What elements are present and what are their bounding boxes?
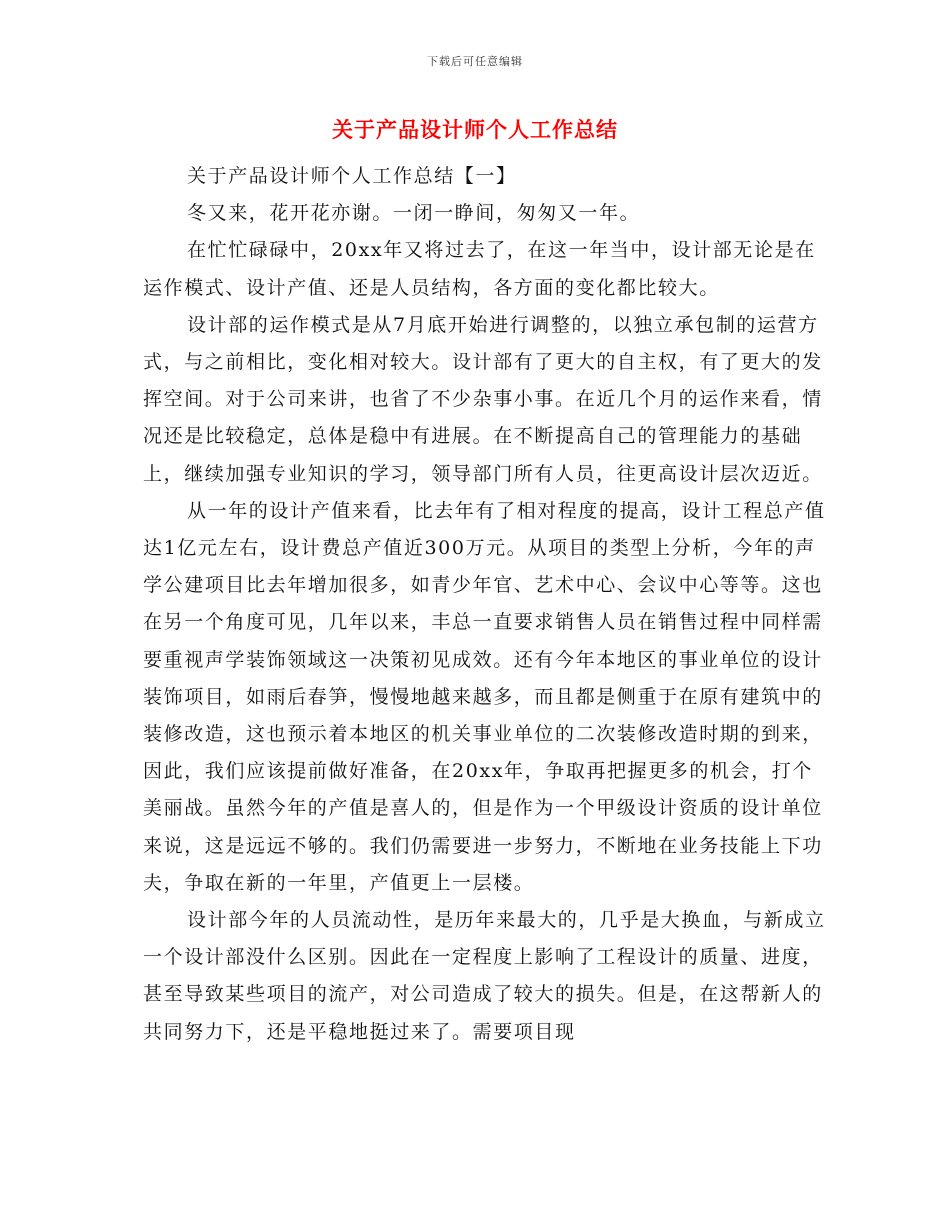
paragraph-1: 冬又来，花开花亦谢。一闭一睁间，匆匆又一年。 (187, 202, 641, 225)
paragraph-2: 在忙忙碌碌中，20xx年又将过去了，在这一年当中，设计部无论是在运作模式、设计产值、还是人员结构，各方面的变化都比较大。 (143, 239, 816, 299)
paragraph-4: 从一年的设计产值来看，比去年有了相对程度的提高，设计工程总产值达1亿元左右，设计费总产值近300万元。从项目的类型上分析，今年的声学公建项目比去年增加很多，如青少年官、艺术中心、会议中心等等。这也在另一个角度可见，几年以来，丰总一直要求销售人员在销售过程中同样需要重视声学装饰领域这一决策初见成效。还有今年本地区的事业单位的设计装饰项目，如雨后春笋，慢慢地越来越多，而且都是侧重于在原有建筑中的装修改造，这也预示着本地区的机关事业单位的二次装修改造时期的到来，因此，我们应该提前做好准备，在20xx年，争取再把握更多的机会，打个美丽战。虽然今年的产值是喜人的，但是作为一个甲级设计资质的设计单位来说，这是远远不够的。我们仍需要进一步努力，不断地在业务技能上下功夫，争取在新的一年里，产值更上一层楼。 (143, 499, 826, 894)
section-subheading: 关于产品设计师个人工作总结【一】 (187, 165, 517, 187)
paragraph-5: 设计部今年的人员流动性，是历年来最大的，几乎是大换血，与新成立一个设计部没什么区别。因此在一定程度上影响了工程设计的质量、进度，甚至导致某些项目的流产，对公司造成了较大的损失。但是，在这帮新人的共同努力下，还是平稳地挺过来了。需要项目现 (143, 909, 826, 1043)
document-title: 关于产品设计师个人工作总结 (332, 118, 618, 142)
document-body (143, 158, 833, 1051)
paragraph-3: 设计部的运作模式是从7月底开始进行调整的，以独立承包制的运营方式，与之前相比，变化相对较大。设计部有了更大的自主权，有了更大的发挥空间。对于公司来讲，也省了不少杂事小事。在近几个月的运作来看，情况还是比较稳定，总体是稳中有进展。在不断提高自己的管理能力的基础上，继续加强专业知识的学习，领导部门所有人员，往更高设计层次迈近。 (143, 313, 823, 485)
header-note: 下载后可任意编辑 (427, 55, 523, 68)
